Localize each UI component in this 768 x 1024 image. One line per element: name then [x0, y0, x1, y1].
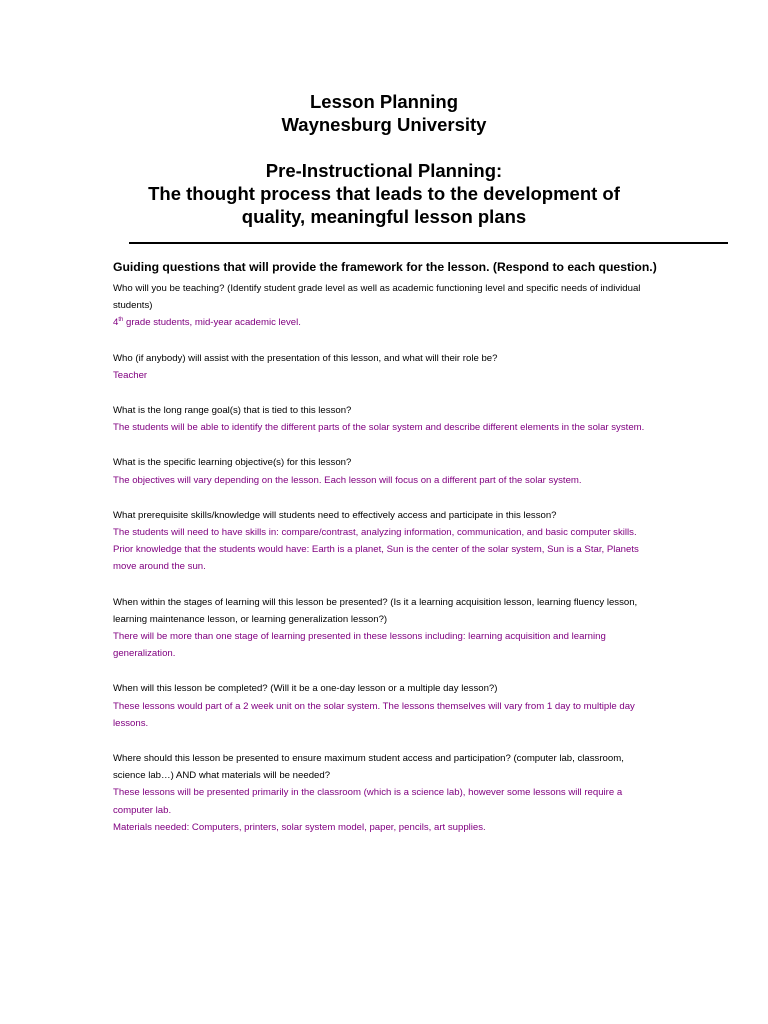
answer-text: The students will be able to identify the different parts of the solar system and describe different elements in the solar system.: [113, 422, 645, 434]
question-text: What is the long range goal(s) that is tied to this lesson?: [113, 405, 352, 417]
university-name: Waynesburg University: [281, 114, 487, 135]
qa-item-learning-objective: [113, 454, 658, 488]
questions-section: [113, 257, 658, 854]
question-text: Who (if anybody) will assist with the presentation of this lesson, and what will their role be?: [113, 352, 498, 364]
qa-item-completion-time: [113, 680, 658, 732]
answer-text-prior-knowledge: Prior knowledge that the students would have: Earth is a planet, Sun is the center of the solar system, Sun is a Star, Planets move around the sun.: [113, 544, 639, 573]
qa-item-student-audience: [113, 280, 658, 332]
qa-item-long-range-goal: [113, 402, 658, 436]
answer-text: [113, 314, 658, 331]
answer-text: These lessons will be presented primarily in the classroom (which is a science lab), however some lessons will require a computer lab.: [113, 787, 623, 816]
qa-item-assistants: [113, 350, 658, 384]
horizontal-rule: [129, 242, 728, 244]
answer-grade-ordinal: th: [118, 317, 124, 324]
question-text: Where should this lesson be presented to ensure maximum student access and participation? (computer lab, classroom, science lab…) AND what materials will be needed?: [113, 753, 624, 782]
section-subheading-line2: quality, meaningful lesson plans: [241, 206, 527, 227]
section-heading: Pre-Instructional Planning:: [265, 160, 503, 181]
answer-text: These lessons would part of a 2 week unit on the solar system. The lessons themselves will vary from 1 day to multiple day lessons.: [113, 700, 635, 729]
answer-grade-number: 4: [113, 317, 119, 329]
intro-text: Guiding questions that will provide the framework for the lesson. (Respond to each question.): [113, 260, 657, 274]
document-title: Lesson Planning: [309, 91, 459, 112]
answer-text: The objectives will vary depending on the lesson. Each lesson will focus on a different part of the solar system.: [113, 474, 582, 486]
qa-item-location-materials: [113, 750, 658, 836]
question-text: Who will you be teaching? (Identify student grade level as well as academic functioning level and specific needs of individual students): [113, 283, 641, 312]
section-subheading-line1: The thought process that leads to the development of: [148, 183, 620, 204]
qa-item-prerequisite-skills: [113, 507, 658, 576]
question-text: When will this lesson be completed? (Will it be a one-day lesson or a multiple day lesson?): [113, 683, 498, 695]
qa-item-learning-stage: [113, 594, 658, 663]
answer-text: Teacher: [113, 369, 148, 381]
answer-text: There will be more than one stage of learning presented in these lessons including: learning acquisition and learning generalization.: [113, 631, 606, 660]
question-text: What is the specific learning objective(s) for this lesson?: [113, 457, 352, 469]
answer-text-materials: Materials needed: Computers, printers, solar system model, paper, pencils, art supplies.: [113, 821, 486, 833]
question-text: What prerequisite skills/knowledge will students need to effectively access and participate in this lesson?: [113, 509, 557, 521]
answer-grade-rest: grade students, mid-year academic level.: [123, 317, 301, 329]
question-text: When within the stages of learning will this lesson be presented? (Is it a learning acquisition lesson, learning fluency lesson, learning maintenance lesson, or learning generalization lesson?): [113, 596, 638, 625]
title-block: [0, 90, 768, 228]
answer-text: The students will need to have skills in: compare/contrast, analyzing information, communication, and basic computer skills.: [113, 527, 637, 539]
